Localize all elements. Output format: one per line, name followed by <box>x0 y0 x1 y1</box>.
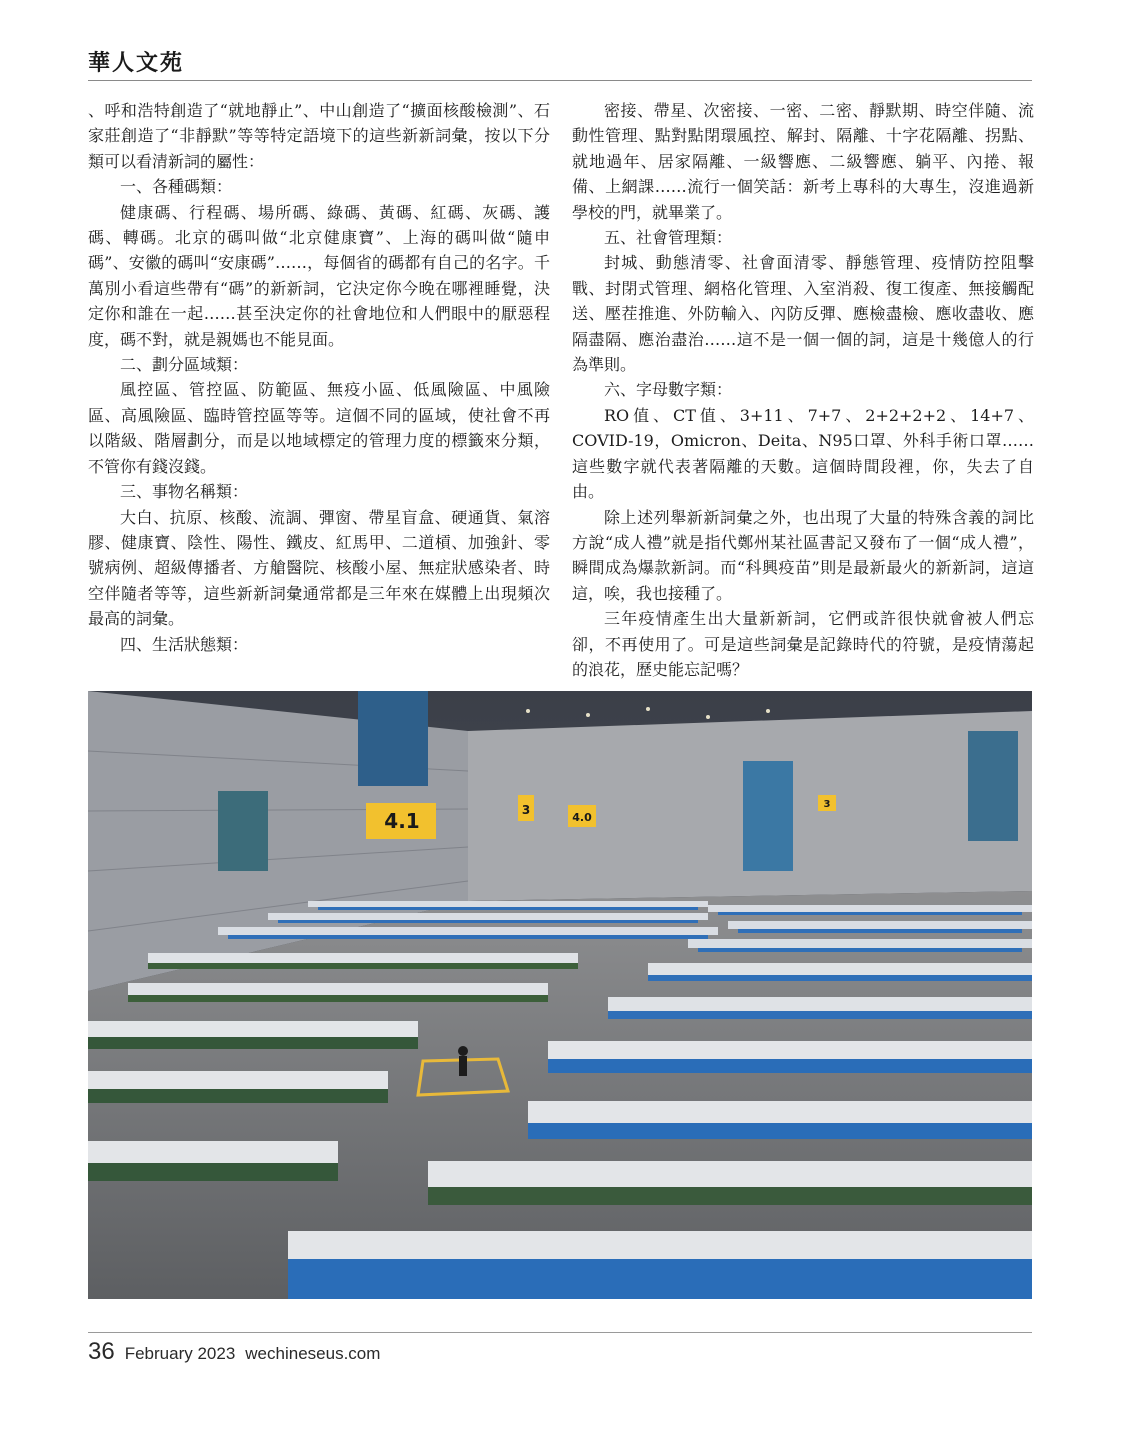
back-window <box>743 761 793 871</box>
quarantine-hall-photo <box>88 691 1032 1299</box>
walking-person <box>458 1046 468 1056</box>
photo-illustration <box>88 691 1032 1299</box>
hall-sign-2 <box>518 795 534 821</box>
paragraph: RO值、CT值、3+11、7+7、2+2+2+2、14+7、COVID-19，Omicron、Deita、N95口罩、外科手術口罩……這些數字就代表著隔離的天數。這個時間段裡，你，失去了自由。 <box>572 405 1034 502</box>
svg-text:4.0: 4.0 <box>572 811 592 824</box>
section-title: 華人文苑 <box>88 50 185 76</box>
category-heading: 二、劃分區域類： <box>120 355 249 375</box>
page-number: 36 <box>88 1338 115 1365</box>
paragraph: 密接、帶星、次密接、一密、二密、靜默期、時空伴隨、流動性管理、點對點閉環風控、解封、隔離、十字花隔離、拐點、就地過年、居家隔離、一級響應、二級響應、躺平、內捲、報備、上網課……流行一個笑話：新考上專科的大專生，沒進過新學校的門，就畢業了。 <box>572 101 1034 222</box>
header-divider <box>88 80 1032 81</box>
website: wechineseus.com <box>245 1344 381 1363</box>
left-door <box>218 791 268 871</box>
left-window <box>358 691 428 786</box>
right-window <box>968 731 1018 841</box>
svg-text:3: 3 <box>823 799 831 810</box>
category-heading: 四、生活狀態類： <box>120 634 249 654</box>
walking-person-body <box>459 1056 467 1076</box>
category-heading: 一、各種碼類： <box>120 177 233 197</box>
right-column <box>572 98 1034 682</box>
paragraph: 健康碼、行程碼、場所碼、綠碼、黃碼、紅碼、灰碼、護碼、轉碼。北京的碼叫做“北京健康寶”、上海的碼叫做“隨申碼”、安徽的碼叫“安康碼”……，每個省的碼都有自己的名字。千萬別小看這些帶有“碼”的新新詞，它決定你今晚在哪裡睡覺，決定你和誰在一起……甚至決定你的社會地位和人們眼中的厭惡程度，碼不對，就是親媽也不能見面。 <box>88 202 550 349</box>
category-heading: 五、社會管理類： <box>604 228 733 248</box>
issue-date: February 2023 <box>124 1344 236 1363</box>
paragraph: 除上述列舉新新詞彙之外，也出現了大量的特殊含義的詞比方說“成人禮”就是指代鄭州某社區書記又發布了一個“成人禮”，瞬間成為爆款新詞。而“科興疫苗”則是最新最火的新新詞，這這這，唉，我也接種了。 <box>572 507 1034 603</box>
svg-text:3: 3 <box>521 803 531 817</box>
category-heading: 三、事物名稱類： <box>120 482 249 502</box>
page-footer <box>88 1338 380 1366</box>
paragraph: 大白、抗原、核酸、流調、彈窗、帶星盲盒、硬通貨、氣溶膠、健康寶、陰性、陽性、鐵皮、紅馬甲、二道槓、加強針、零號病例、超級傳播者、方艙醫院、核酸小屋、無症狀感染者、時空伴隨者等等，這些新新詞彙通常都是三年來在媒體上出現頻次最高的詞彙。 <box>88 507 550 629</box>
paragraph: 封城、動態清零、社會面清零、靜態管理、疫情防控阻擊戰、封閉式管理、網格化管理、入室消殺、復工復產、無接觸配送、壓茬推進、外防輸入、內防反彈、應檢盡檢、應收盡收、應隔盡隔、應治盡治……這不是一個一個的詞，這是十幾億人的行為準則。 <box>572 253 1034 375</box>
paragraph: 、呼和浩特創造了“就地靜止”、中山創造了“擴面核酸檢測”、石家莊創造了“非靜默”等等特定語境下的這些新新詞彙，按以下分類可以看清新詞的屬性： <box>88 101 550 171</box>
hall-sign-1 <box>366 803 436 839</box>
paragraph: 三年疫情產生出大量新新詞，它們或許很快就會被人們忘卻，不再使用了。可是這些詞彙是記錄時代的符號，是疫情蕩起的浪花，歷史能忘記嗎？ <box>572 609 1034 679</box>
footer-divider <box>88 1332 1032 1333</box>
svg-text:4.1: 4.1 <box>384 809 420 833</box>
left-column <box>88 98 550 657</box>
hall-sign-4 <box>818 795 836 811</box>
hall-sign-3 <box>568 805 596 827</box>
paragraph: 風控區、管控區、防範區、無疫小區、低風險區、中風險區、高風險區、臨時管控區等等。這個不同的區域，使社會不再以階級、階層劃分，而是以地域標定的管理力度的標籤來分類，不管你有錢沒錢。 <box>88 380 550 476</box>
category-heading: 六、字母數字類： <box>604 380 733 400</box>
